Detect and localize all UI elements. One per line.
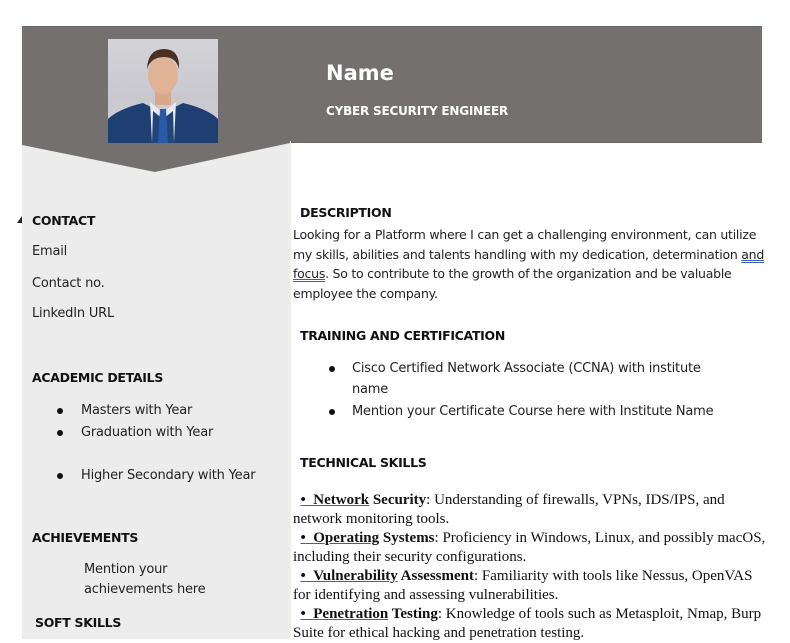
technical-skill-item bbox=[293, 567, 768, 605]
contact-email: Email bbox=[32, 244, 68, 259]
skill-desc: : Proficiency in Windows, Linux, and possibly macOS, including their security configurations. bbox=[293, 530, 766, 565]
academic-item: Higher Secondary with Year bbox=[81, 468, 256, 483]
achievements-heading: ACHIEVEMENTS bbox=[32, 530, 139, 545]
sidebar-chevron bbox=[22, 141, 290, 173]
skill-term: Systems bbox=[379, 530, 435, 546]
academic-item: Graduation with Year bbox=[81, 425, 214, 440]
achievements-text-line1: Mention your bbox=[84, 562, 168, 577]
skill-term: Assessment bbox=[397, 568, 474, 584]
achievements-text-line2: achievements here bbox=[84, 582, 206, 597]
bullet-icon bbox=[329, 366, 335, 372]
skill-desc: : Familiarity with tools like Nessus, OpenVAS for identifying and assessing vulnerabilities. bbox=[293, 568, 753, 603]
contact-linkedin: LinkedIn URL bbox=[32, 306, 115, 321]
academic-heading: ACADEMIC DETAILS bbox=[32, 370, 164, 385]
skill-bullet-term: • Operating bbox=[300, 530, 380, 546]
bullet-icon bbox=[57, 408, 63, 414]
certification-item-line1: Cisco Certified Network Associate (CCNA) with institute bbox=[352, 361, 701, 376]
skill-term: Security bbox=[369, 492, 427, 508]
contact-heading: CONTACT bbox=[32, 213, 96, 228]
soft-skills-heading: SOFT SKILLS bbox=[35, 615, 122, 630]
bullet-icon bbox=[57, 473, 63, 479]
technical-skill-item bbox=[293, 529, 768, 567]
academic-item: Masters with Year bbox=[81, 403, 193, 418]
skill-desc: : Understanding of firewalls, VPNs, IDS/IPS, and network monitoring tools. bbox=[293, 492, 725, 527]
job-title: CYBER SECURITY ENGINEER bbox=[326, 104, 509, 118]
skill-bullet-term: • Network bbox=[300, 492, 370, 508]
technical-skill-item bbox=[293, 605, 768, 643]
candidate-name: Name bbox=[326, 61, 394, 85]
contact-phone: Contact no. bbox=[32, 276, 105, 291]
certification-item-line2: name bbox=[352, 382, 389, 397]
skill-bullet-term: • Vulnerability bbox=[300, 568, 398, 584]
technical-skill-item bbox=[293, 491, 768, 529]
bullet-icon bbox=[329, 409, 335, 415]
description-text-part: Looking for a Platform where I can get a challenging environment, can utilize my skills, abilities and talents handling with my dedication, determination bbox=[293, 227, 757, 262]
technical-skills-heading: TECHNICAL SKILLS bbox=[300, 455, 427, 470]
spellcheck-underlined-text: and focus bbox=[293, 246, 765, 281]
skill-term: Testing bbox=[388, 606, 438, 622]
training-heading: TRAINING AND CERTIFICATION bbox=[300, 328, 506, 343]
description-text bbox=[293, 225, 768, 303]
description-heading: DESCRIPTION bbox=[300, 205, 392, 220]
certification-item: Mention your Certificate Course here with Institute Name bbox=[352, 404, 714, 419]
bullet-icon bbox=[57, 430, 63, 436]
collapse-triangle-icon[interactable] bbox=[17, 216, 22, 223]
profile-photo bbox=[108, 39, 218, 143]
skill-desc: : Knowledge of tools such as Metasploit, Nmap, Burp Suite for ethical hacking and penetration testing. bbox=[293, 606, 762, 641]
description-text-part: . So to contribute to the growth of the organization and be valuable employee the company. bbox=[293, 266, 732, 301]
skill-bullet-term: • Penetration bbox=[300, 606, 389, 622]
